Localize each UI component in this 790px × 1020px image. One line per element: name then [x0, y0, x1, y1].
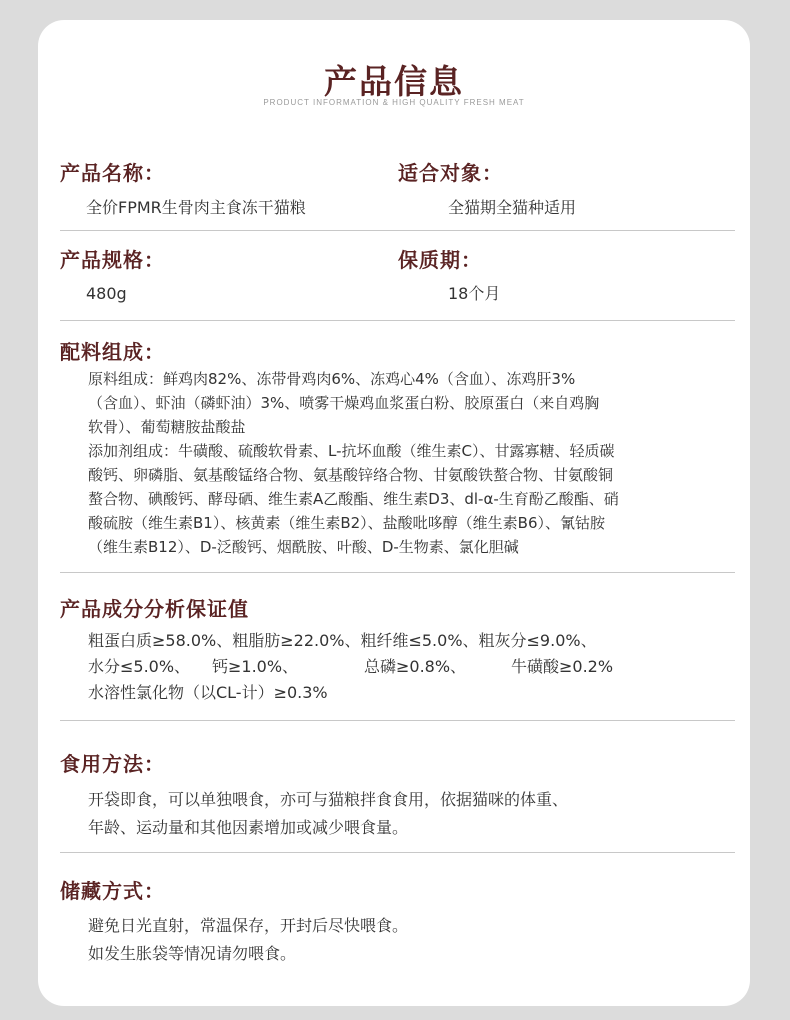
ingredients-line: 螯合物、碘酸钙、酵母硒、维生素A乙酸酯、维生素D3、dl-α-生育酚乙酸酯、硝: [88, 490, 619, 508]
storage-label: 储藏方式：: [60, 879, 165, 903]
divider: [60, 720, 735, 721]
product-name-label: 产品名称：: [60, 161, 165, 185]
usage-text: [88, 786, 568, 842]
storage-line: 避免日光直射，常温保存，开封后尽快喂食。: [88, 916, 409, 935]
ingredients-line: 原料组成：鲜鸡肉82%、冻带骨鸡肉6%、冻鸡心4%（含血）、冻鸡肝3%: [88, 370, 576, 388]
product-name-value: 全价FPMR生骨肉主食冻干猫粮: [86, 198, 306, 217]
ingredients-line: 酸硫胺（维生素B1）、核黄素（维生素B2）、盐酸吡哆醇（维生素B6）、氰钴胺: [88, 514, 606, 532]
storage-text: [88, 912, 408, 968]
analysis-line: [88, 654, 613, 680]
ingredients-line: 软骨）、葡萄糖胺盐酸盐: [88, 418, 246, 436]
analysis-item: 钙≥1.0%、: [212, 657, 299, 676]
analysis-label: 产品成分分析保证值: [60, 597, 249, 621]
spec-value: 480g: [86, 284, 127, 303]
ingredients-line: （维生素B12）、D-泛酸钙、烟酰胺、叶酸、D-生物素、氯化胆碱: [88, 538, 519, 556]
analysis-line: 粗蛋白质≥58.0%、粗脂肪≥22.0%、粗纤维≤5.0%、粗灰分≤9.0%、: [88, 631, 597, 650]
divider: [60, 572, 735, 573]
divider: [60, 230, 735, 231]
ingredients-line: 酸钙、卵磷脂、氨基酸锰络合物、氨基酸锌络合物、甘氨酸铁螯合物、甘氨酸铜: [88, 466, 614, 484]
analysis-text: [88, 628, 613, 706]
divider: [60, 852, 735, 853]
page-subtitle: PRODUCT INFORMATION & HIGH QUALITY FRESH MEAT: [263, 98, 525, 107]
shelf-life-label: 保质期：: [398, 248, 482, 272]
ingredients-text: [88, 367, 619, 559]
ingredients-label: 配料组成：: [60, 340, 165, 364]
suitable-for-value: 全猫期全猫种适用: [448, 198, 577, 217]
ingredients-line: 添加剂组成：牛磺酸、硫酸软骨素、L-抗坏血酸（维生素C）、甘露寡糖、轻质碳: [88, 442, 615, 460]
ingredients-line: （含血）、虾油（磷虾油）3%、喷雾干燥鸡血浆蛋白粉、胶原蛋白（来自鸡胸: [88, 394, 600, 412]
suitable-for-label: 适合对象：: [398, 161, 503, 185]
analysis-item: 总磷≥0.8%、: [364, 657, 467, 676]
page-title: 产品信息: [324, 62, 464, 101]
usage-line: 年龄、运动量和其他因素增加或减少喂食量。: [88, 818, 409, 837]
analysis-line: 水溶性氯化物（以CL-计）≥0.3%: [88, 683, 328, 702]
analysis-item: 水分≤5.0%、: [88, 657, 191, 676]
info-card: [38, 20, 750, 1006]
storage-line: 如发生胀袋等情况请勿喂食。: [88, 944, 297, 963]
spec-label: 产品规格：: [60, 248, 165, 272]
shelf-life-value: 18个月: [448, 284, 501, 303]
usage-line: 开袋即食，可以单独喂食，亦可与猫粮拌食食用，依据猫咪的体重、: [88, 790, 569, 809]
analysis-item: 牛磺酸≥0.2%: [511, 657, 614, 676]
usage-label: 食用方法：: [60, 752, 165, 776]
divider: [60, 320, 735, 321]
